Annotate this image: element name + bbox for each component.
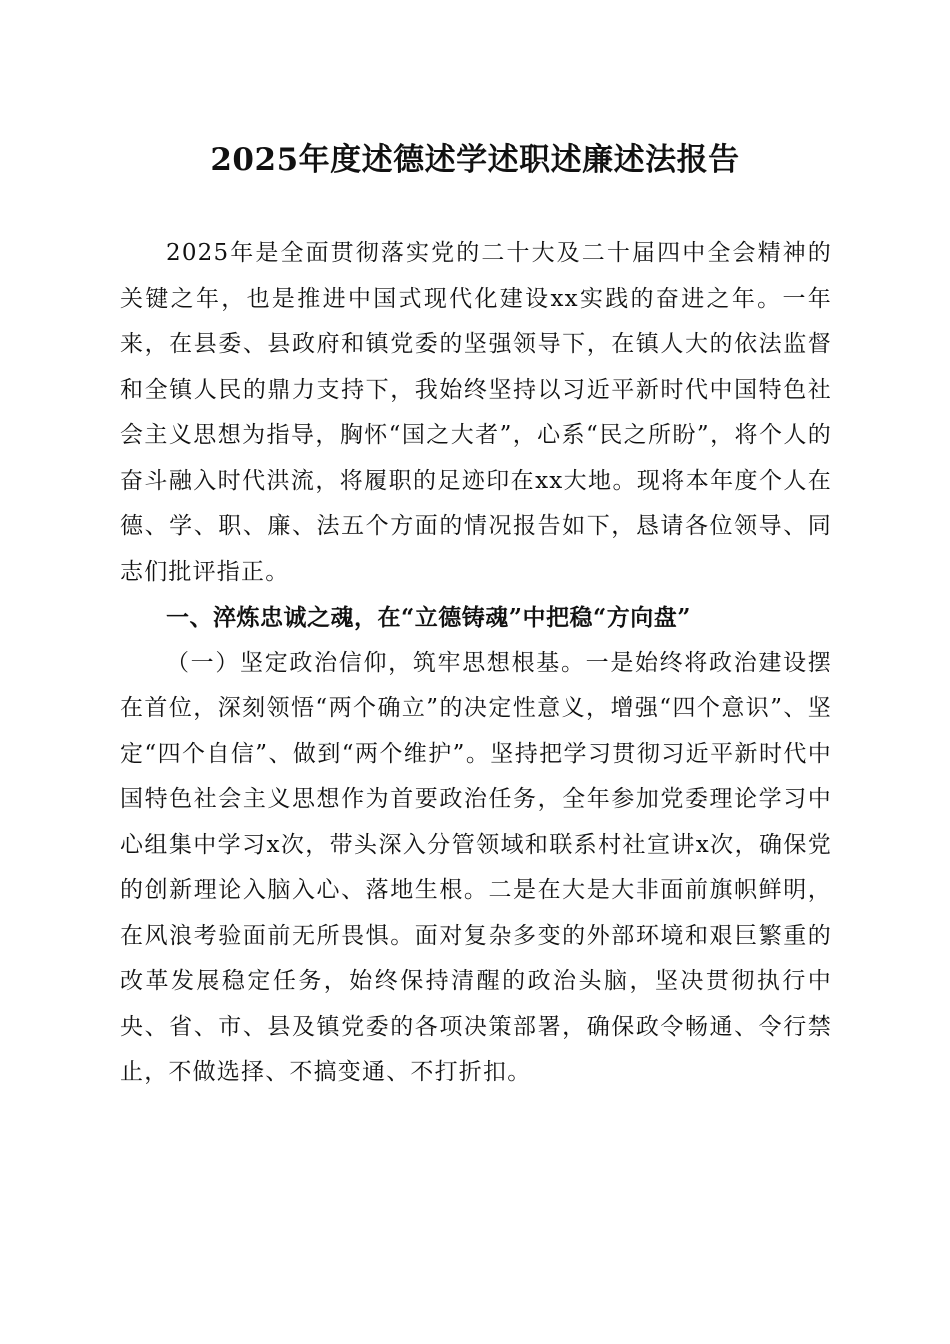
section-heading: 一、淬炼忠诚之魂，在“立德铸魂”中把稳“方向盘” (166, 604, 691, 631)
document-title: 2025年度述德述学述职述廉述法报告 (210, 142, 740, 178)
section-paragraph: （一）坚定政治信仰，筑牢思想根基。一是始终将政治建设摆在首位，深刻领悟“两个确立”的决定性意义，增强“四个意识”、坚定“四个自信”、做到“两个维护”。坚持把学习贯彻习近平新时代中国特色社会主义思想作为首要政治任务，全年参加党委理论学习中心组集中学习x次，带头深入分管领域和联系村社宣讲x次，确保党的创新理论入脑入心、落地生根。二是在大是大非面前旗帜鲜明，在风浪考验面前无所畏惧。面对复杂多变的外部环境和艰巨繁重的改革发展稳定任务，始终保持清醒的政治头脑，坚决贯彻执行中央、省、市、县及镇党委的各项决策部署，确保政令畅通、令行禁止，不做选择、不搞变通、不打折扣。 (120, 649, 832, 1085)
intro-paragraph: 2025年是全面贯彻落实党的二十大及二十届四中全会精神的关键之年，也是推进中国式现代化建设xx实践的奋进之年。一年来，在县委、县政府和镇党委的坚强领导下，在镇人大的依法监督和全镇人民的鼎力支持下，我始终坚持以习近平新时代中国特色社会主义思想为指导，胸怀“国之大者”，心系“民之所盼”，将个人的奋斗融入时代洪流，将履职的足迹印在xx大地。现将本年度个人在德、学、职、廉、法五个方面的情况报告如下，恳请各位领导、同志们批评指正。 (120, 240, 832, 585)
document-body (120, 231, 832, 1096)
